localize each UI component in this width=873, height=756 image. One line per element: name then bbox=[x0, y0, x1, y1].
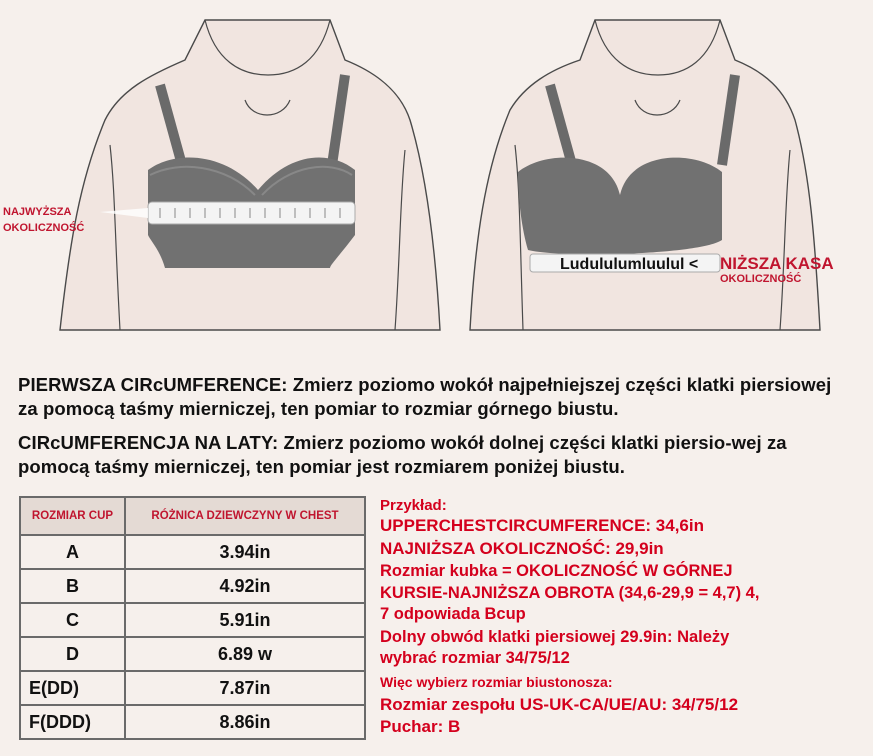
cup-size-header: ROZMIAR CUP bbox=[20, 497, 125, 535]
table-row bbox=[20, 535, 365, 569]
example-under-bust: NAJNIŻSZA OKOLICZNOŚĆ: 29,9in bbox=[380, 539, 664, 558]
table-row bbox=[20, 603, 365, 637]
under-bust-black-label: Ludululumluulul < bbox=[560, 256, 699, 273]
table-row bbox=[20, 671, 365, 705]
table-row bbox=[20, 569, 365, 603]
table-row bbox=[20, 637, 365, 671]
example-choose: Więc wybierz rozmiar biustonosza: bbox=[380, 674, 613, 690]
difference-header: RÓŻNICA DZIEWCZYNY W CHEST bbox=[125, 497, 365, 535]
example-band-2: wybrać rozmiar 34/75/12 bbox=[380, 649, 570, 667]
table-header-row bbox=[20, 497, 365, 535]
cup-size-cell: F(DDD) bbox=[20, 705, 125, 739]
under-bust-label: NIŻSZA KASA bbox=[720, 254, 834, 273]
upper-bust-label-line1: NAJWYŻSZA bbox=[3, 206, 72, 218]
example-band-1: Dolny obwód klatki piersiowej 29.9in: Należy bbox=[380, 628, 730, 646]
cup-size-cell: E(DD) bbox=[20, 671, 125, 705]
example-cup-calc-2: KURSIE-NAJNIŻSZA OBROTA (34,6-29,9 = 4,7) 4, bbox=[380, 584, 760, 602]
example-upper-bust: UPPERCHESTCIRCUMFERENCE: 34,6in bbox=[380, 516, 704, 535]
difference-cell: 8.86in bbox=[125, 705, 365, 739]
table-row bbox=[20, 705, 365, 739]
cup-size-cell: D bbox=[20, 637, 125, 671]
example-cup-calc-1: Rozmiar kubka = OKOLICZNOŚĆ W GÓRNEJ bbox=[380, 562, 733, 580]
cup-size-cell: B bbox=[20, 569, 125, 603]
cup-size-table bbox=[19, 496, 366, 740]
upper-bust-label-line2: OKOLICZNOŚĆ bbox=[3, 222, 85, 234]
upper-bust-instruction: PIERWSZA CIRcUMFERENCE: Zmierz poziomo wokół najpełniejszej części klatki piersiowej za pomocą taśmy mierniczej, ten pomiar to rozmiar górnego biustu. bbox=[18, 374, 832, 419]
difference-cell: 5.91in bbox=[125, 603, 365, 637]
measurement-illustration bbox=[0, 0, 873, 360]
cup-size-cell: C bbox=[20, 603, 125, 637]
example-cup: Puchar: B bbox=[380, 717, 461, 736]
example-heading: Przykład: bbox=[380, 497, 447, 514]
under-bust-label-sub: OKOLICZNOŚĆ bbox=[720, 273, 802, 285]
difference-cell: 7.87in bbox=[125, 671, 365, 705]
difference-cell: 3.94in bbox=[125, 535, 365, 569]
example-cup-calc-3: 7 odpowiada Bcup bbox=[380, 605, 526, 623]
under-bust-instruction: CIRcUMFERENCJA NA LATY: Zmierz poziomo wokół dolnej części klatki piersio-wej za pomocą taśmy mierniczej, ten pomiar jest rozmiarem poniżej biustu. bbox=[18, 432, 787, 477]
cup-size-cell: A bbox=[20, 535, 125, 569]
difference-cell: 4.92in bbox=[125, 569, 365, 603]
upper-bust-figure bbox=[60, 20, 440, 330]
difference-cell: 6.89 w bbox=[125, 637, 365, 671]
example-set-size: Rozmiar zespołu US-UK-CA/UE/AU: 34/75/12 bbox=[380, 695, 739, 714]
